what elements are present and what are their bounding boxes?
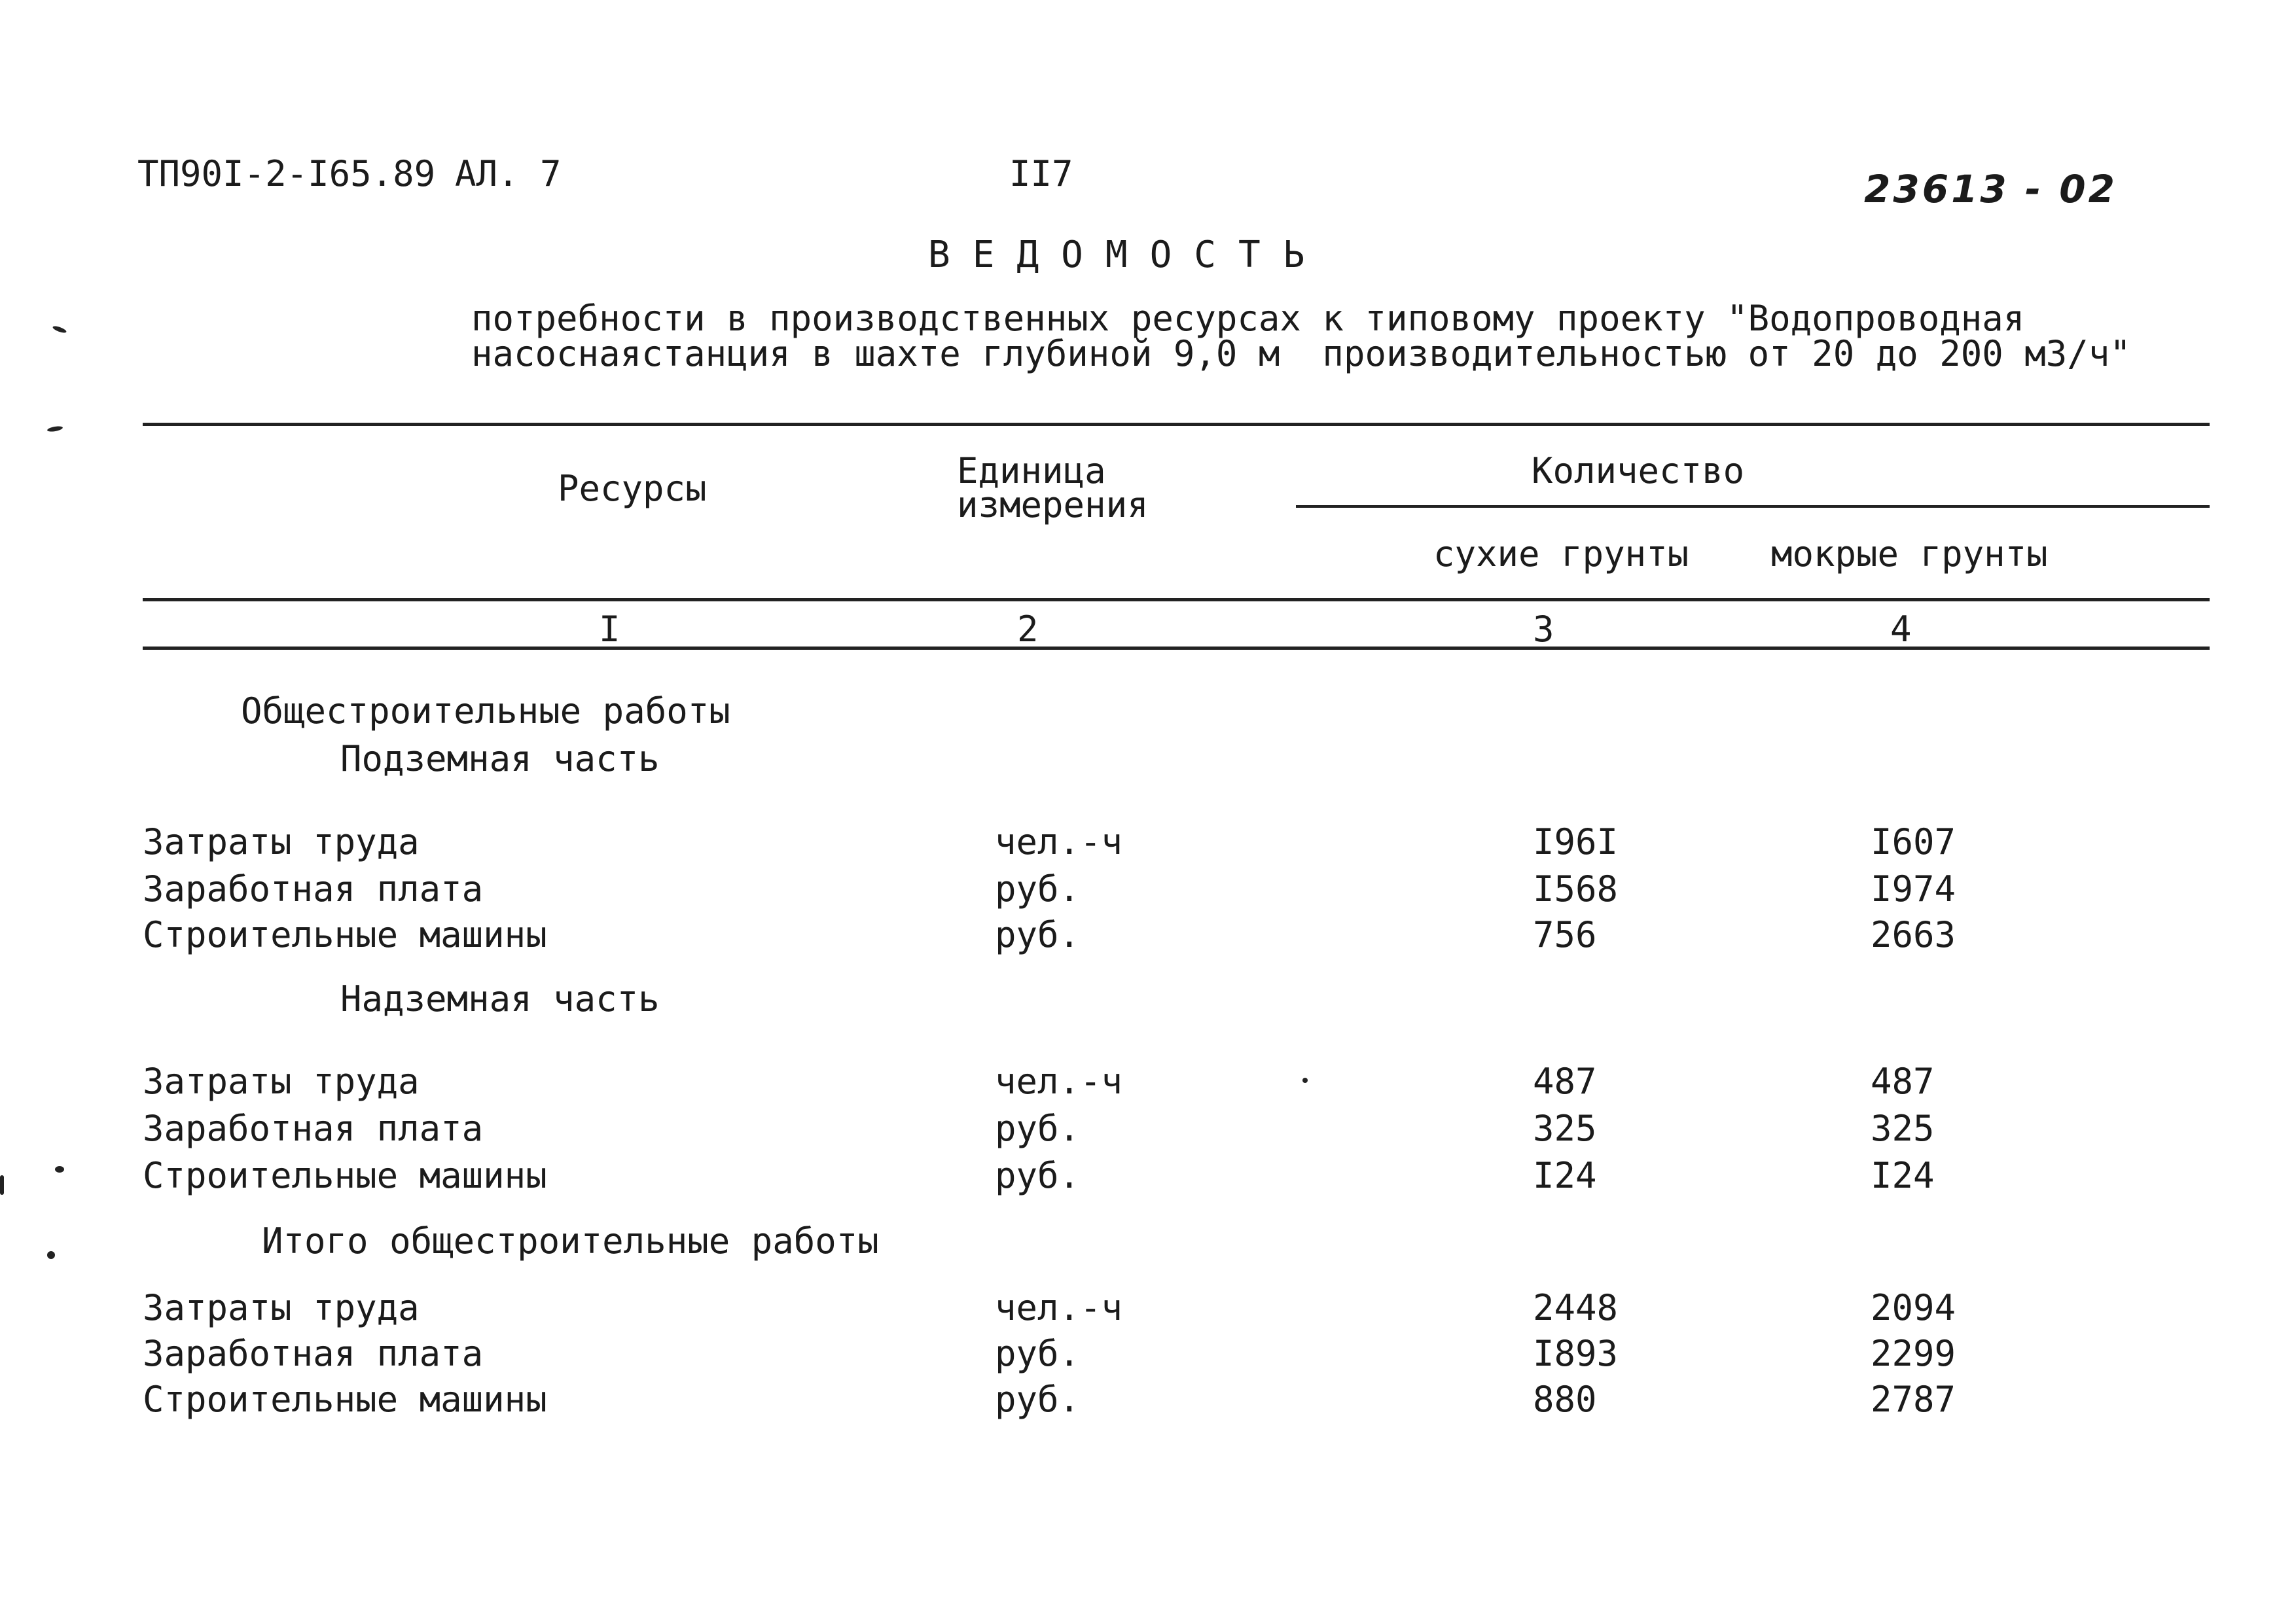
row-name: Строительные машины: [143, 914, 547, 955]
row-name: Затраты труда: [143, 821, 420, 862]
column-number-3: 3: [1533, 609, 1554, 650]
row-wet-value: I607: [1871, 821, 1956, 862]
row-wet-value: I24: [1871, 1155, 1935, 1196]
column-number-1: I: [599, 609, 620, 650]
document-code: ТП90I-2-I65.89: [137, 153, 436, 194]
row-unit: руб.: [995, 1108, 1081, 1149]
row-name: Заработная плата: [143, 1108, 484, 1149]
row-wet-value: 2787: [1871, 1379, 1956, 1420]
scan-mark: [55, 1166, 64, 1173]
scan-mark: [47, 425, 63, 433]
page-number: II7: [1009, 153, 1073, 194]
section-heading: Общестроительные работы: [241, 690, 730, 732]
row-dry-value: 325: [1533, 1108, 1597, 1149]
row-unit: руб.: [995, 1155, 1081, 1196]
row-dry-value: I893: [1533, 1333, 1619, 1374]
row-dry-value: 880: [1533, 1379, 1597, 1420]
header-bottom-rule: [143, 598, 2210, 601]
row-wet-value: 2094: [1871, 1287, 1956, 1328]
column-number-2: 2: [1017, 609, 1039, 650]
subtitle-line-2: насоснаястанция в шахте глубиной 9,0 м производительностью от 20 до 200 м3/ч": [471, 333, 2131, 374]
row-name: Строительные машины: [143, 1379, 547, 1420]
header-quantity: Количество: [1532, 450, 1745, 491]
section-subheading: Подземная часть: [340, 738, 660, 779]
row-wet-value: 325: [1871, 1108, 1935, 1149]
document-title: ВЕДОМОСТЬ: [928, 234, 1327, 276]
section-subheading: Надземная часть: [340, 978, 660, 1019]
section-heading: Итого общестроительные работы: [262, 1220, 879, 1262]
header-wet-soil: мокрые грунты: [1771, 533, 2048, 575]
column-number-4: 4: [1890, 609, 1912, 650]
row-name: Заработная плата: [143, 868, 484, 910]
row-unit: чел.-ч: [995, 1061, 1123, 1102]
row-dry-value: 487: [1533, 1061, 1597, 1102]
row-wet-value: 487: [1871, 1061, 1935, 1102]
header-unit-line-1: Единица: [957, 450, 1106, 491]
row-unit: чел.-ч: [995, 1287, 1123, 1328]
row-dry-value: 2448: [1533, 1287, 1619, 1328]
row-name: Строительные машины: [143, 1155, 547, 1196]
row-wet-value: I974: [1871, 868, 1956, 910]
row-unit: руб.: [995, 914, 1081, 955]
scan-mark: [52, 325, 67, 334]
row-name: Затраты труда: [143, 1061, 420, 1102]
scan-mark: [0, 1175, 4, 1195]
scan-mark: [47, 1251, 55, 1259]
row-wet-value: 2663: [1871, 914, 1956, 955]
row-wet-value: 2299: [1871, 1333, 1956, 1374]
row-unit: руб.: [995, 1333, 1081, 1374]
handwritten-stamp: 23613 - 02: [1864, 167, 2117, 211]
header-resources: Ресурсы: [558, 468, 707, 509]
quantity-sub-rule: [1296, 505, 2210, 508]
row-name: Заработная плата: [143, 1333, 484, 1374]
subtitle-line-1: потребности в производственных ресурсах к типовому проекту "Водопроводная: [471, 298, 2025, 339]
row-dry-value: 756: [1533, 914, 1597, 955]
row-dry-value: I96I: [1533, 821, 1619, 862]
row-unit: руб.: [995, 1379, 1081, 1420]
row-unit: чел.-ч: [995, 821, 1123, 862]
sheet-label: АЛ. 7: [455, 153, 562, 194]
header-dry-soil: сухие грунты: [1433, 533, 1689, 575]
header-unit-line-2: измерения: [957, 484, 1149, 525]
row-unit: руб.: [995, 868, 1081, 910]
scan-mark: [1302, 1078, 1308, 1083]
row-dry-value: I568: [1533, 868, 1619, 910]
row-dry-value: I24: [1533, 1155, 1597, 1196]
table-top-rule: [143, 423, 2210, 426]
row-name: Затраты труда: [143, 1287, 420, 1328]
